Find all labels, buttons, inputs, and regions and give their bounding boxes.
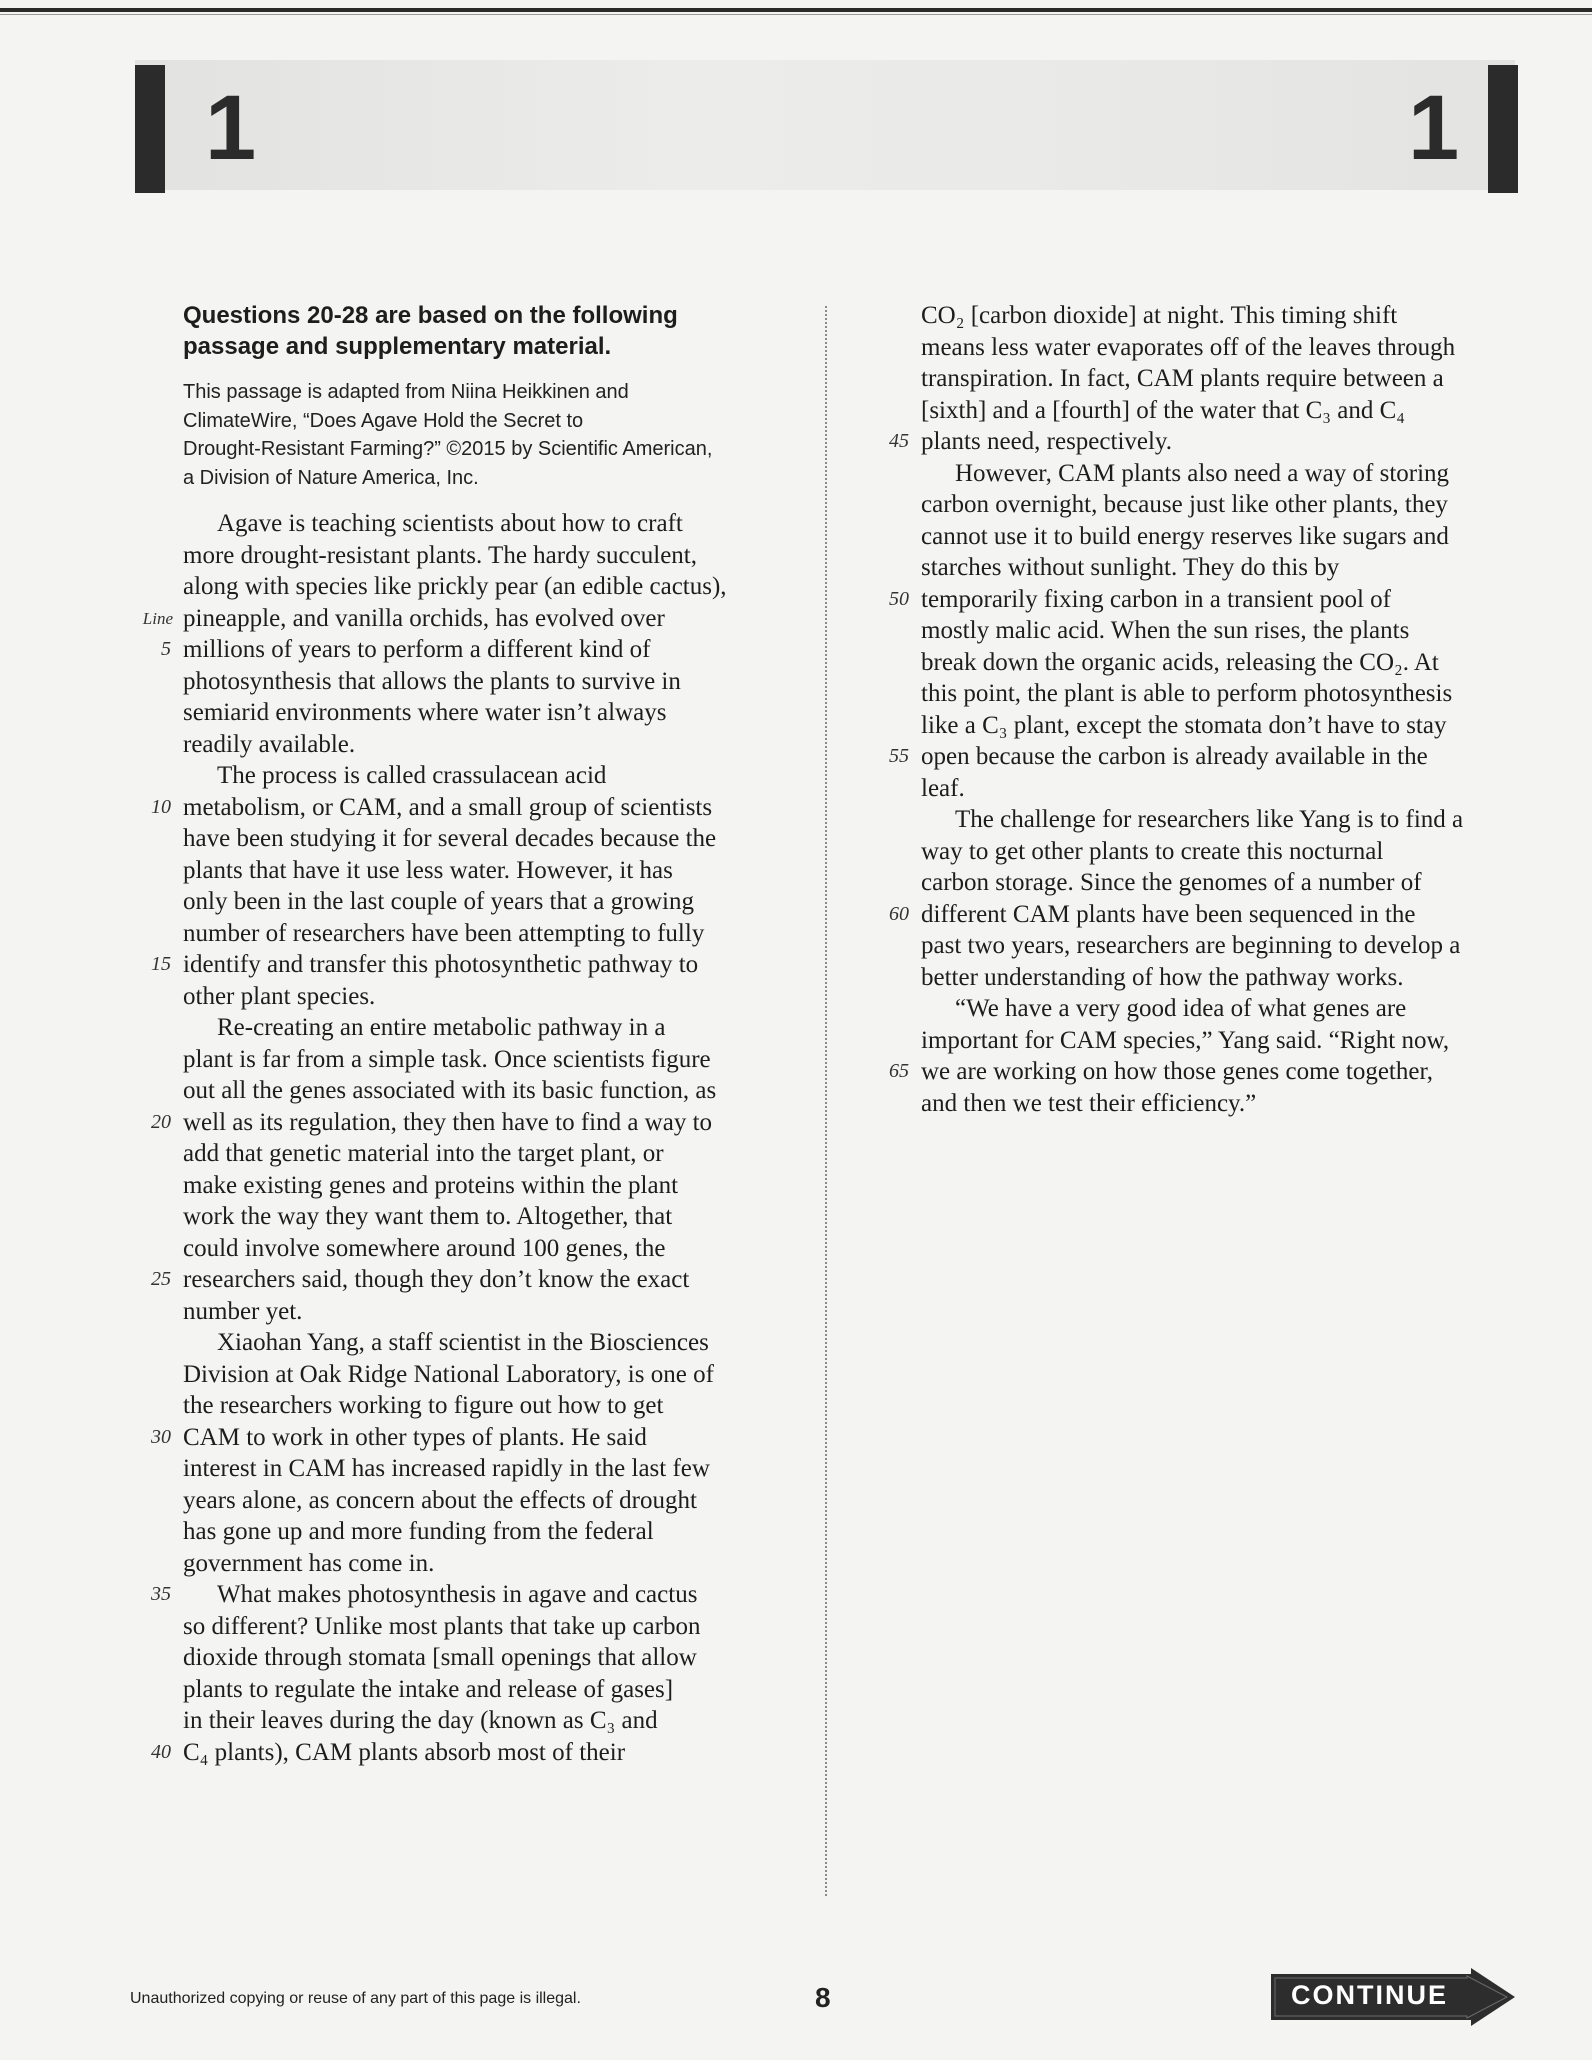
passage-line-text: have been studying it for several decades because the: [183, 825, 717, 852]
passage-line: [183, 855, 783, 887]
passage-line: [921, 395, 1521, 427]
passage-line: [183, 1170, 783, 1202]
passage-left: [142, 508, 783, 1768]
passage-line-text: researchers said, though they don’t know the exact: [183, 1266, 690, 1293]
page-number: 8: [815, 1982, 831, 2013]
passage-line-text: add that genetic material into the target plant, or: [183, 1140, 664, 1167]
passage-line: [151, 949, 783, 981]
intro-heading: [183, 300, 783, 362]
passage-line-text: the researchers working to figure out how to get: [183, 1392, 664, 1419]
source-line: a Division of Nature America, Inc.: [183, 466, 479, 489]
passage-line: [183, 1327, 783, 1359]
passage-line-text: more drought-resistant plants. The hardy succulent,: [183, 541, 697, 569]
passage-line: [183, 1233, 783, 1265]
passage-line-text: important for CAM species,” Yang said. “Right now,: [921, 1026, 1450, 1054]
passage-line-text: mostly malic acid. When the sun rises, the plants: [921, 617, 1410, 644]
passage-line: [921, 647, 1521, 679]
passage-line: [183, 1453, 783, 1485]
passage-line: [921, 1025, 1521, 1057]
source-line: Drought-Resistant Farming?” ©2015 by Scientific American,: [183, 438, 713, 460]
line-number: 35: [151, 1583, 171, 1605]
passage-line: [921, 962, 1521, 994]
passage-line: [183, 1138, 783, 1170]
passage-line: [889, 899, 1521, 931]
passage-line-text: Re-creating an entire metabolic pathway in a: [217, 1014, 666, 1041]
passage-line: [151, 1422, 783, 1454]
passage-line: [921, 458, 1521, 490]
passage-line: [151, 1579, 783, 1611]
passage-line-text: interest in CAM has increased rapidly in the last few: [183, 1455, 710, 1482]
passage-line-text: better understanding of how the pathway works.: [921, 963, 1404, 991]
passage-line: [183, 1012, 783, 1044]
passage-line-text: years alone, as concern about the effects of drought: [183, 1486, 697, 1514]
passage-line: [921, 930, 1521, 962]
passage-line-text: past two years, researchers are beginning to develop a: [921, 932, 1461, 959]
source-line: This passage is adapted from Niina Heikkinen and: [183, 381, 629, 403]
passage-line-text: leaf.: [921, 774, 965, 802]
passage-line-text: government has come in.: [183, 1549, 435, 1577]
passage-line-text: number of researchers have been attempting to fully: [183, 919, 705, 947]
section-header-band: [135, 60, 1515, 190]
passage-line: [183, 886, 783, 918]
left-column: [142, 300, 783, 1768]
line-number: 15: [151, 953, 171, 975]
passage-line: [151, 1737, 783, 1769]
passage-line-text: carbon overnight, because just like other plants, they: [921, 491, 1448, 518]
passage-line-text: starches without sunlight. They do this by: [921, 554, 1340, 581]
passage-line: [921, 804, 1521, 836]
passage-line: [183, 1548, 783, 1580]
passage-line: [183, 823, 783, 855]
passage-line-text: only been in the last couple of years that a growing: [183, 888, 694, 915]
intro-heading-line: Questions 20-28 are based on the following: [183, 302, 678, 329]
passage-line-text: [sixth] and a [fourth] of the water that C₃ and C₄: [921, 396, 1405, 424]
passage-line-text: we are working on how those genes come together,: [921, 1058, 1434, 1085]
passage-line-text: plants that have it use less water. However, it has: [183, 856, 673, 884]
line-number: 60: [889, 902, 909, 925]
continue-label: CONTINUE: [1291, 1980, 1448, 2010]
passage-line: [889, 1056, 1521, 1088]
passage-line: [183, 1390, 783, 1422]
passage-line-text: break down the organic acids, releasing the CO₂. At: [921, 648, 1439, 676]
passage-line: [921, 615, 1521, 647]
passage-line: [183, 666, 783, 698]
passage-right: [889, 300, 1521, 1119]
passage-line: [921, 867, 1521, 899]
passage-line-text: photosynthesis that allows the plants to survive in: [183, 667, 681, 695]
passage-line: [889, 426, 1521, 458]
line-number: 20: [151, 1110, 171, 1133]
line-number: 50: [889, 587, 909, 610]
line-number: 55: [889, 745, 909, 767]
section-number-right: 1: [1408, 77, 1460, 179]
passage-line-text: millions of years to perform a different kind of: [183, 636, 651, 663]
passage-line-text: identify and transfer this photosynthetic pathway to: [183, 951, 699, 978]
passage-line: [921, 773, 1521, 805]
passage-line-text: plant is far from a simple task. Once scientists figure: [183, 1045, 711, 1073]
passage-line-text: number yet.: [183, 1297, 303, 1325]
passage-line-text: Agave is teaching scientists about how to craft: [217, 510, 683, 537]
passage-line: [183, 918, 783, 950]
passage-line-text: temporarily fixing carbon in a transient pool of: [921, 585, 1392, 613]
copyright-notice: Unauthorized copying or reuse of any part of this page is illegal.: [130, 1990, 581, 2007]
source-line: ClimateWire, “Does Agave Hold the Secret to: [183, 409, 584, 432]
passage-line-text: Xiaohan Yang, a staff scientist in the Biosciences: [217, 1329, 709, 1356]
passage-line: [183, 981, 783, 1013]
right-column: [889, 300, 1521, 1119]
passage-line-text: CAM to work in other types of plants. He said: [183, 1423, 647, 1451]
passage-line: [183, 697, 783, 729]
passage-line-text: could involve somewhere around 100 genes, the: [183, 1234, 666, 1262]
passage-line: [921, 552, 1521, 584]
passage-line-text: other plant species.: [183, 982, 376, 1010]
passage-line: [921, 300, 1521, 332]
line-number: 10: [151, 795, 171, 818]
passage-line-text: Division at Oak Ridge National Laboratory, is one of: [183, 1360, 714, 1388]
section-marker-bar-right: [1488, 65, 1518, 193]
passage-line-text: means less water evaporates off of the leaves through: [921, 333, 1456, 361]
passage-line: [183, 1485, 783, 1517]
passage-line: [183, 1516, 783, 1548]
passage-line: [183, 1674, 783, 1706]
passage-line-text: and then we test their efficiency.”: [921, 1089, 1257, 1117]
passage-line-text: different CAM plants have been sequenced in the: [921, 900, 1416, 928]
passage-line: [183, 760, 783, 792]
passage-line: [183, 571, 783, 603]
intro-source-citation: [183, 378, 783, 492]
passage-line-text: semiarid environments where water isn’t always: [183, 699, 667, 726]
passage-line: [183, 729, 783, 761]
passage-line: [183, 540, 783, 572]
passage-line: [183, 1705, 783, 1737]
passage-line-text: cannot use it to build energy reserves like sugars and: [921, 522, 1449, 550]
passage-line: [151, 1107, 783, 1139]
top-rule: [0, 8, 1592, 12]
top-rule-thin: [0, 14, 1592, 15]
passage-line-text: The process is called crassulacean acid: [217, 762, 607, 789]
column-divider: [825, 306, 827, 1896]
passage-line-text: like a C₃ plant, except the stomata don’t have to stay: [921, 711, 1447, 739]
passage-line: [183, 1642, 783, 1674]
passage-line: [183, 508, 783, 540]
passage-line-text: metabolism, or CAM, and a small group of scientists: [183, 793, 713, 821]
section-number-left: 1: [205, 77, 257, 179]
line-number: 30: [151, 1425, 171, 1448]
passage-line: [921, 710, 1521, 742]
passage-line-text: carbon storage. Since the genomes of a number of: [921, 869, 1422, 896]
passage-line: [889, 741, 1521, 773]
passage-line-text: What makes photosynthesis in agave and cactus: [217, 1581, 698, 1608]
passage-line: [183, 1611, 783, 1643]
passage-line-text: in their leaves during the day (known as C₃ and: [183, 1707, 658, 1734]
section-marker-bar-left: [135, 65, 165, 193]
line-number: Line: [142, 608, 173, 628]
intro-heading-line: passage and supplementary material.: [183, 333, 612, 360]
passage-line-text: along with species like prickly pear (an edible cactus),: [183, 573, 727, 600]
passage-line: [921, 521, 1521, 553]
passage-line-text: plants to regulate the intake and release of gases]: [183, 1675, 674, 1703]
passage-line: [921, 332, 1521, 364]
passage-line-text: open because the carbon is already available in the: [921, 743, 1428, 770]
passage-line: [921, 836, 1521, 868]
passage-line: [161, 634, 783, 666]
passage-line: [183, 1075, 783, 1107]
passage-line-text: so different? Unlike most plants that take up carbon: [183, 1612, 701, 1640]
line-number: 40: [151, 1740, 171, 1763]
passage-line: [921, 363, 1521, 395]
passage-line-text: work the way they want them to. Altogether, that: [183, 1203, 673, 1230]
line-number: 65: [889, 1060, 909, 1082]
line-number: 25: [151, 1268, 171, 1290]
passage-line: [889, 584, 1521, 616]
passage-line-text: this point, the plant is able to perform photosynthesis: [921, 680, 1453, 707]
passage-line-text: readily available.: [183, 730, 356, 758]
passage-line: [151, 1264, 783, 1296]
passage-line-text: “We have a very good idea of what genes are: [955, 995, 1407, 1022]
passage-line: [921, 678, 1521, 710]
passage-line-text: make existing genes and proteins within the plant: [183, 1171, 679, 1199]
passage-line-text: transpiration. In fact, CAM plants require between a: [921, 365, 1444, 392]
passage-line-text: out all the genes associated with its basic function, as: [183, 1077, 717, 1104]
passage-line-text: C₄ plants), CAM plants absorb most of their: [183, 1738, 626, 1766]
passage-line-text: The challenge for researchers like Yang is to find a: [955, 806, 1464, 833]
passage-line: [921, 489, 1521, 521]
passage-line-text: CO₂ [carbon dioxide] at night. This timing shift: [921, 302, 1398, 329]
passage-line: [183, 1044, 783, 1076]
passage-line: [183, 1359, 783, 1391]
passage-line-text: pineapple, and vanilla orchids, has evolved over: [183, 604, 665, 632]
passage-line-text: well as its regulation, they then have to find a way to: [183, 1108, 713, 1136]
passage-line-text: dioxide through stomata [small openings that allow: [183, 1644, 697, 1671]
passage-line: [183, 1296, 783, 1328]
passage-line-text: has gone up and more funding from the federal: [183, 1518, 654, 1545]
passage-line: [151, 792, 783, 824]
line-number: 5: [161, 638, 171, 660]
passage-line-text: way to get other plants to create this nocturnal: [921, 837, 1384, 865]
line-number: 45: [889, 430, 909, 452]
passage-line: [921, 993, 1521, 1025]
passage-line: [921, 1088, 1521, 1120]
passage-line: [142, 603, 783, 635]
passage-line: [183, 1201, 783, 1233]
passage-line-text: plants need, respectively.: [921, 428, 1173, 455]
continue-button[interactable]: [1271, 1968, 1515, 2026]
passage-line-text: However, CAM plants also need a way of storing: [955, 459, 1450, 487]
